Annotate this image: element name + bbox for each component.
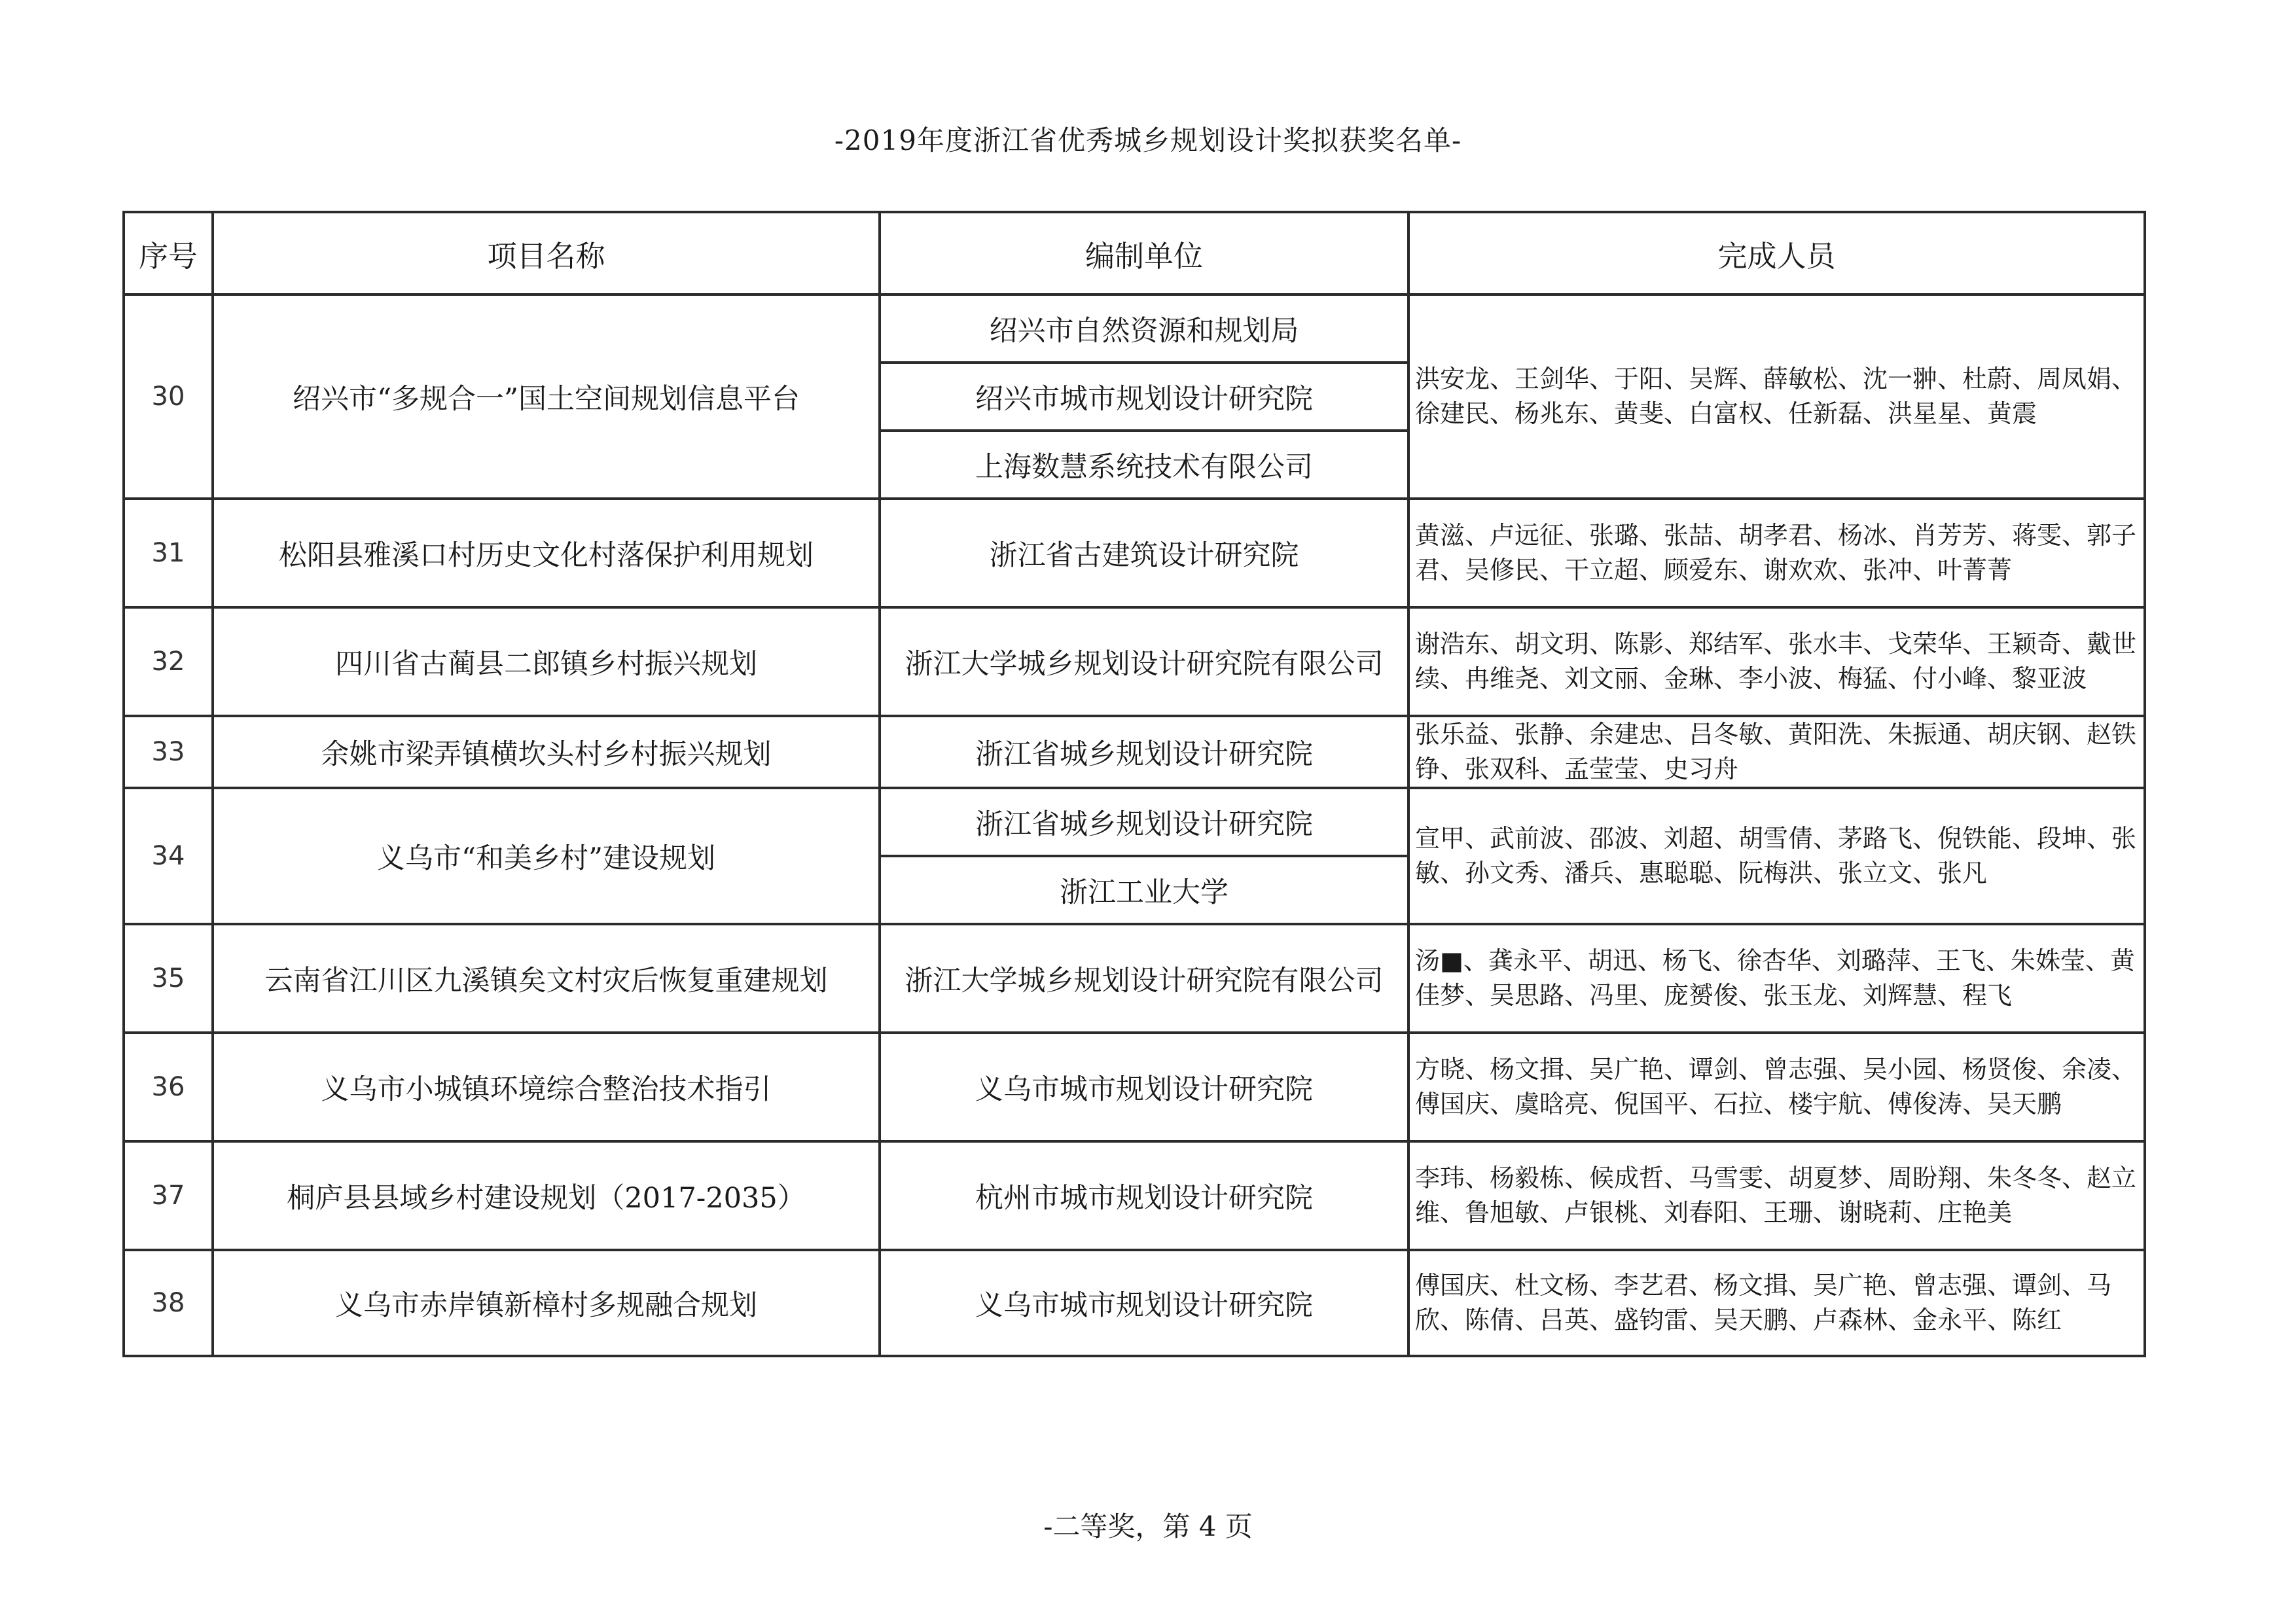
- table-row: [124, 607, 2145, 716]
- table-row: [124, 924, 2145, 1033]
- unit-name: 绍兴市城市规划设计研究院: [880, 363, 1408, 431]
- table-row: [124, 294, 2145, 363]
- table-header: [124, 212, 2145, 294]
- project-name: 云南省江川区九溪镇矣文村灾后恢复重建规划: [213, 924, 880, 1033]
- table-row: [124, 716, 2145, 788]
- row-number: 38: [124, 1250, 213, 1356]
- project-name: 义乌市“和美乡村”建设规划: [213, 788, 880, 924]
- table-row: [124, 788, 2145, 856]
- row-number: 32: [124, 607, 213, 716]
- project-name: 桐庐县县域乡村建设规划（2017-2035）: [213, 1141, 880, 1250]
- header-no: 序号: [124, 212, 213, 294]
- unit-name: 杭州市城市规划设计研究院: [880, 1141, 1408, 1250]
- row-number: 35: [124, 924, 213, 1033]
- project-name: 余姚市梁弄镇横坎头村乡村振兴规划: [213, 716, 880, 788]
- unit-name: 浙江大学城乡规划设计研究院有限公司: [880, 924, 1408, 1033]
- project-name: 义乌市小城镇环境综合整治技术指引: [213, 1033, 880, 1141]
- page-footer: -二等奖，第 4 页: [1043, 1510, 1253, 1543]
- team-members: 宣甲、武前波、邵波、刘超、胡雪倩、茅路飞、倪铁能、段坤、张敏、孙文秀、潘兵、惠聪聪、阮梅洪、张立文、张凡: [1408, 788, 2145, 924]
- document-title: -2019年度浙江省优秀城乡规划设计奖拟获奖名单-: [834, 124, 1462, 156]
- team-members: 黄滋、卢远征、张璐、张喆、胡孝君、杨冰、肖芳芳、蒋雯、郭子君、吴修民、干立超、顾爱东、谢欢欢、张冲、叶菁菁: [1408, 499, 2145, 607]
- unit-name: 浙江大学城乡规划设计研究院有限公司: [880, 607, 1408, 716]
- project-name: 义乌市赤岸镇新樟村多规融合规划: [213, 1250, 880, 1356]
- unit-name: 浙江工业大学: [880, 856, 1408, 924]
- award-table: [122, 211, 2146, 1357]
- header-project: 项目名称: [213, 212, 880, 294]
- team-members: 傅国庆、杜文杨、李艺君、杨文揖、吴广艳、曾志强、谭剑、马欣、陈倩、吕英、盛钧雷、吴天鹏、卢森林、金永平、陈红: [1408, 1250, 2145, 1356]
- project-name: 松阳县雅溪口村历史文化村落保护利用规划: [213, 499, 880, 607]
- header-people: 完成人员: [1408, 212, 2145, 294]
- header-unit: 编制单位: [880, 212, 1408, 294]
- row-number: 37: [124, 1141, 213, 1250]
- team-members: 洪安龙、王剑华、于阳、吴辉、薛敏松、沈一翀、杜蔚、周凤娟、徐建民、杨兆东、黄斐、白富权、任新磊、洪星星、黄震: [1408, 294, 2145, 499]
- row-number: 36: [124, 1033, 213, 1141]
- row-number: 31: [124, 499, 213, 607]
- row-number: 30: [124, 294, 213, 499]
- team-members: 方晓、杨文揖、吴广艳、谭剑、曾志强、吴小园、杨贤俊、余凌、傅国庆、虞晗亮、倪国平、石拉、楼宇航、傅俊涛、吴天鹏: [1408, 1033, 2145, 1141]
- team-members: 汤■、龚永平、胡迅、杨飞、徐杏华、刘璐萍、王飞、朱姝莹、黄佳梦、吴思路、冯里、庞赟俊、张玉龙、刘辉慧、程飞: [1408, 924, 2145, 1033]
- team-members: 李玮、杨毅栋、候成哲、马雪雯、胡夏梦、周盼翔、朱冬冬、赵立维、鲁旭敏、卢银桃、刘春阳、王珊、谢晓莉、庄艳美: [1408, 1141, 2145, 1250]
- unit-name: 浙江省城乡规划设计研究院: [880, 716, 1408, 788]
- unit-name: 浙江省城乡规划设计研究院: [880, 788, 1408, 856]
- project-name: 四川省古蔺县二郎镇乡村振兴规划: [213, 607, 880, 716]
- table-row: [124, 1141, 2145, 1250]
- row-number: 33: [124, 716, 213, 788]
- row-number: 34: [124, 788, 213, 924]
- table-row: [124, 1250, 2145, 1356]
- unit-name: 浙江省古建筑设计研究院: [880, 499, 1408, 607]
- project-name: 绍兴市“多规合一”国土空间规划信息平台: [213, 294, 880, 499]
- unit-name: 义乌市城市规划设计研究院: [880, 1033, 1408, 1141]
- unit-name: 绍兴市自然资源和规划局: [880, 294, 1408, 363]
- team-members: 谢浩东、胡文玥、陈影、郑结军、张水丰、戈荣华、王颖奇、戴世续、冉维尧、刘文丽、金琳、李小波、梅猛、付小峰、黎亚波: [1408, 607, 2145, 716]
- team-members: 张乐益、张静、余建忠、吕冬敏、黄阳洗、朱振通、胡庆钢、赵铁铮、张双科、孟莹莹、史习舟: [1408, 716, 2145, 788]
- unit-name: 义乌市城市规划设计研究院: [880, 1250, 1408, 1356]
- table-row: [124, 1033, 2145, 1141]
- unit-name: 上海数慧系统技术有限公司: [880, 431, 1408, 499]
- table-row: [124, 499, 2145, 607]
